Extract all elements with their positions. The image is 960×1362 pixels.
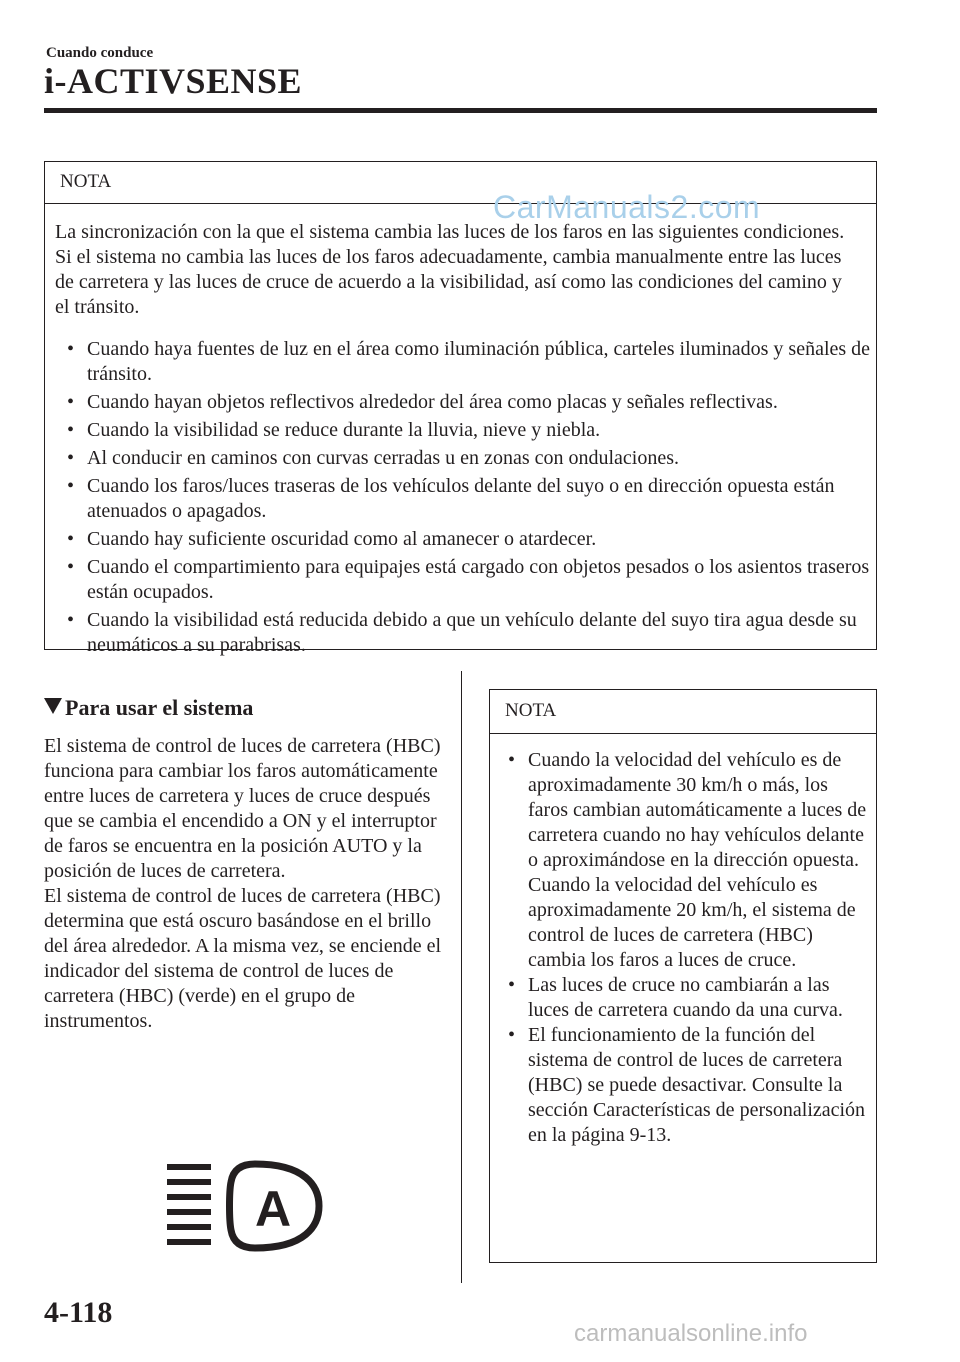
list-item-text: Cuando la velocidad del vehículo es de aproximadamente 30 km/h o más, los faros cambian automáticamente a luces de carretera cuando no hay vehículos delante o aproximándose en la dirección opuesta. bbox=[528, 749, 867, 871]
watermark-bottom: carmanualsonline.info bbox=[574, 1320, 808, 1347]
chapter-title: i-ACTIVSENSE bbox=[44, 61, 303, 101]
list-item-text: Cuando haya fuentes de luz en el área como iluminación pública, carteles iluminados y señales de tránsito. bbox=[87, 338, 871, 385]
list-item-continuation: Cuando la velocidad del vehículo es aproximadamente 20 km/h, el sistema de control de luces de carretera (HBC) cambia los faros a luces de cruce. bbox=[528, 874, 856, 971]
list-item bbox=[55, 337, 873, 387]
note-box-operation bbox=[489, 689, 877, 1263]
bullet: • bbox=[508, 974, 516, 996]
note-box-conditions bbox=[44, 161, 877, 656]
list-item-text: Al conducir en caminos con curvas cerradas u en zonas con ondulaciones. bbox=[87, 447, 680, 469]
list-item-text: Cuando la visibilidad se reduce durante la lluvia, nieve y niebla. bbox=[87, 419, 601, 441]
note-label: NOTA bbox=[45, 162, 876, 204]
list-item-text: Cuando hay suficiente oscuridad como al amanecer o atardecer. bbox=[87, 528, 597, 550]
hbc-indicator-icon bbox=[165, 1160, 325, 1252]
usage-body bbox=[44, 734, 444, 1034]
list-item-text: El funcionamiento de la función del sistema de control de luces de carretera (HBC) se puede desactivar. Consulte la sección Características de personalización en la página 9-13. bbox=[528, 1024, 866, 1146]
bullet: • bbox=[67, 338, 75, 360]
list-item bbox=[55, 555, 873, 605]
bullet: • bbox=[67, 609, 75, 631]
watermark-top: CarManuals2.com bbox=[493, 189, 761, 225]
beam-lines-icon bbox=[167, 1167, 211, 1242]
bullet: • bbox=[508, 749, 516, 771]
usage-paragraph-1: El sistema de control de luces de carretera (HBC) funciona para cambiar los faros automáticamente entre luces de carretera y luces de cruce después que se cambia el encendido a ON y el interruptor de faros se encuentra en la posición AUTO y la posición de luces de carretera. bbox=[44, 735, 441, 882]
bullet: • bbox=[67, 391, 75, 413]
subsection-heading bbox=[44, 695, 253, 721]
page-number: 4-118 bbox=[44, 1296, 113, 1329]
list-item bbox=[500, 973, 870, 1023]
list-item bbox=[55, 608, 873, 658]
hbc-icon-letter: A bbox=[254, 1181, 292, 1237]
list-item bbox=[55, 418, 873, 443]
bullet: • bbox=[508, 1024, 516, 1046]
list-item-text: Cuando hayan objetos reflectivos alrededor del área como placas y señales reflectivas. bbox=[87, 391, 778, 413]
list-item bbox=[500, 1023, 870, 1148]
operation-list bbox=[500, 748, 870, 1148]
conditions-list bbox=[55, 337, 873, 661]
list-item bbox=[55, 474, 873, 524]
bullet: • bbox=[67, 419, 75, 441]
list-item bbox=[55, 446, 873, 471]
triangle-marker-icon bbox=[44, 698, 62, 714]
bullet: • bbox=[67, 447, 75, 469]
list-item-text: Las luces de cruce no cambiarán a las luces de carretera cuando da una curva. bbox=[528, 974, 843, 1021]
note-paragraph: La sincronización con la que el sistema cambia las luces de los faros en las siguientes condiciones. Si el sistema no cambia las luces de los faros adecuadamente, cambia manualmente entre las luces de carretera y las luces de cruce de acuerdo a la visibilidad, así como las condiciones del camino y el tránsito. bbox=[55, 221, 845, 318]
list-item bbox=[55, 527, 873, 552]
bullet: • bbox=[67, 475, 75, 497]
header-rule bbox=[44, 108, 877, 113]
list-item-text: Cuando los faros/luces traseras de los vehículos delante del suyo o en dirección opuesta están atenuados o apagados. bbox=[87, 475, 835, 522]
bullet: • bbox=[67, 528, 75, 550]
list-item bbox=[500, 748, 870, 973]
bullet: • bbox=[67, 556, 75, 578]
column-divider bbox=[461, 671, 462, 1283]
subsection-heading-text: Para usar el sistema bbox=[65, 695, 254, 720]
list-item-text: Cuando la visibilidad está reducida debido a que un vehículo delante del suyo tira agua desde su neumáticos a su parabrisas. bbox=[87, 609, 857, 656]
list-item bbox=[55, 390, 873, 415]
usage-paragraph-2: El sistema de control de luces de carretera (HBC) determina que está oscuro basándose en el brillo del área alrededor. A la misma vez, se enciende el indicador del sistema de control de luces de carretera (HBC) (verde) en el grupo de instrumentos. bbox=[44, 885, 442, 1032]
section-label: Cuando conduce bbox=[46, 45, 154, 61]
list-item-text: Cuando el compartimiento para equipajes está cargado con objetos pesados o los asientos traseros están ocupados. bbox=[87, 556, 870, 603]
note-label: NOTA bbox=[490, 690, 876, 734]
